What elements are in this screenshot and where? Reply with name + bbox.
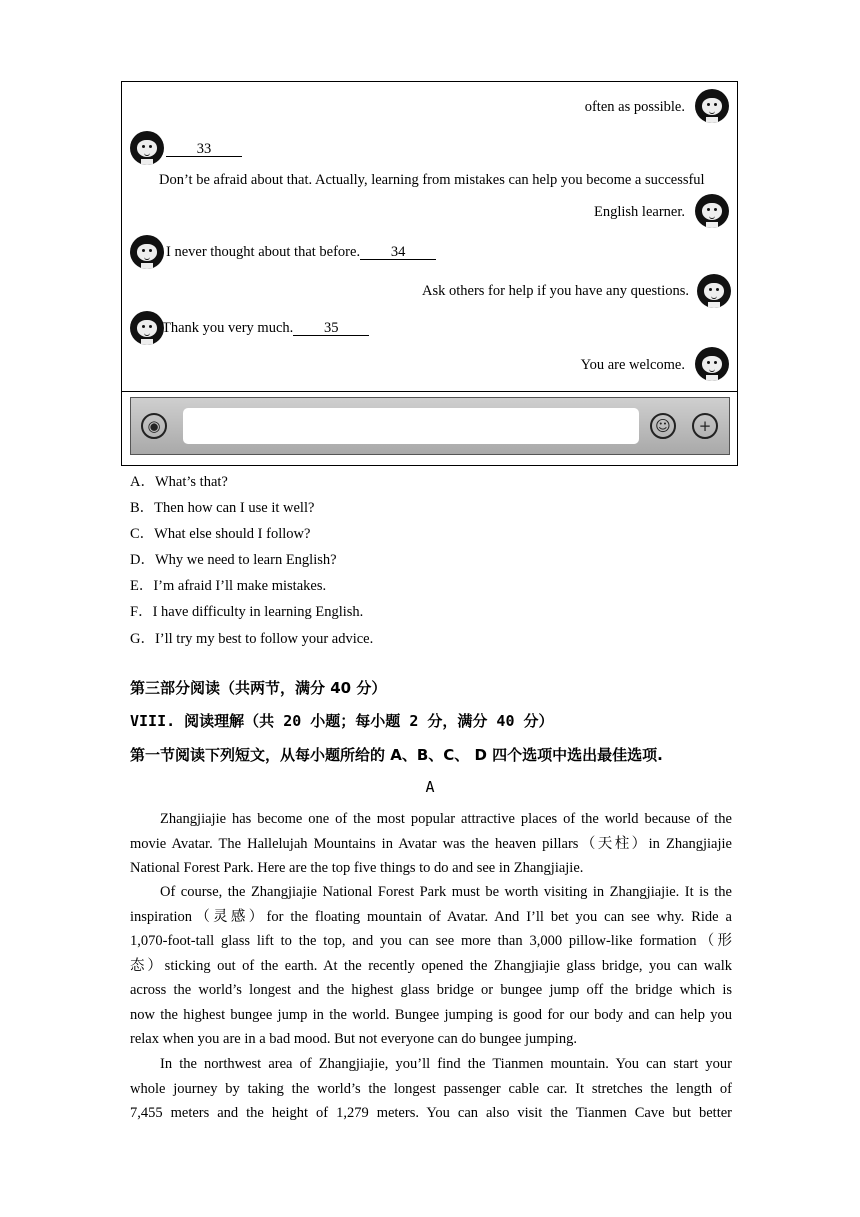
chat-message-right bbox=[422, 283, 689, 300]
chat-message-right bbox=[585, 99, 685, 116]
paragraph-line: Of course, the Zhangjiajie National Forest Park must be worth visiting in Zhangjiajie. It is the bbox=[160, 884, 732, 900]
option-g: G．I’ll try my best to follow your advice. bbox=[130, 631, 374, 647]
message-text: Ask others for help if you have any questions. bbox=[422, 283, 689, 299]
paragraph-line: 7,455 meters and the height of 1,279 meters. You can also visit the Tianmen Cave but better bbox=[130, 1105, 732, 1121]
option-d: D．Why we need to learn English? bbox=[130, 552, 337, 568]
paragraph-line: relax when you are in a bad mood. But not everyone can do bungee jumping. bbox=[130, 1031, 577, 1047]
section-instruction: 第一节阅读下列短文，从每小题所给的 A、B、C、 D 四个选项中选出最佳选项. bbox=[130, 746, 663, 764]
chat-message-right bbox=[159, 172, 705, 189]
avatar-icon bbox=[695, 89, 729, 123]
message-text: English learner. bbox=[593, 204, 685, 220]
paragraph-3 bbox=[130, 1052, 732, 1126]
avatar-icon bbox=[130, 235, 164, 269]
chat-window bbox=[121, 81, 738, 466]
avatar-icon bbox=[130, 311, 164, 345]
message-input[interactable] bbox=[183, 408, 639, 444]
paragraph-line: National Forest Park. Here are the top five things to do and see in Zhangjiajie. bbox=[130, 860, 584, 876]
divider bbox=[122, 391, 737, 392]
paragraph-1 bbox=[130, 807, 732, 881]
option-c: C．What else should I follow? bbox=[130, 526, 311, 542]
paragraph-line: 态）sticking out of the earth. At the recently opened the Zhangjiajie glass bridge, you can walk bbox=[130, 957, 732, 974]
message-text: Thank you very much. bbox=[162, 320, 294, 336]
answer-blank-34: 34 bbox=[360, 245, 436, 260]
paragraph-line: now the highest bungee jump in the world. Bungee jumping is good for our body and can help you bbox=[130, 1006, 732, 1023]
paragraph-2 bbox=[130, 880, 732, 1052]
option-f: F．I have difficulty in learning English. bbox=[130, 604, 364, 620]
paragraph-line: In the northwest area of Zhangjiajie, you’ll find the Tianmen mountain. You can start your bbox=[160, 1056, 732, 1072]
paragraph-line: whole journey by taking the world’s the longest passenger cable car. It stretches the length of bbox=[130, 1080, 732, 1097]
message-text: Don’t be afraid about that. Actually, learning from mistakes can help you become a successful bbox=[159, 172, 705, 188]
avatar-icon bbox=[130, 131, 164, 165]
avatar-icon bbox=[695, 347, 729, 381]
option-e: E．I’m afraid I’ll make mistakes. bbox=[130, 578, 327, 594]
message-text: You are welcome. bbox=[580, 357, 685, 373]
paragraph-line: inspiration（灵感）for the floating mountain of Avatar. And I’ll bet you can see why. Ride a bbox=[130, 908, 732, 925]
plus-icon[interactable]: + bbox=[692, 413, 718, 439]
chat-input-bar bbox=[130, 397, 730, 455]
paragraph-line: 1,070-foot-tall glass lift to the top, and you can see more than 3,000 pillow-like formation（形 bbox=[130, 933, 732, 949]
part-title: 第三部分阅读（共两节，满分 40 分） bbox=[130, 679, 387, 697]
answer-blank-35: 35 bbox=[293, 321, 369, 336]
avatar-icon bbox=[695, 194, 729, 228]
chat-message-left bbox=[166, 141, 242, 158]
option-a: A．What’s that? bbox=[130, 474, 228, 490]
paragraph-line: Zhangjiajie has become one of the most popular attractive places of the world because of the bbox=[160, 811, 732, 827]
message-text: I never thought about that before. bbox=[166, 244, 361, 260]
voice-icon[interactable]: ◉ bbox=[141, 413, 167, 439]
section-heading: VIII. 阅读理解（共 20 小题；每小题 2 分，满分 40 分） bbox=[130, 712, 554, 730]
chat-message-left bbox=[166, 244, 436, 261]
answer-blank-33: 33 bbox=[166, 142, 242, 157]
emoji-icon[interactable]: ☺ bbox=[650, 413, 676, 439]
avatar-icon bbox=[697, 274, 731, 308]
paragraph-line: across the world’s longest and the highest glass bridge or bungee jump off the bridge which is bbox=[130, 982, 732, 998]
message-text: often as possible. bbox=[584, 99, 685, 115]
chat-message-left bbox=[162, 320, 369, 337]
chat-message-right-continued bbox=[594, 204, 685, 221]
chat-message-right bbox=[581, 357, 685, 374]
paragraph-line: movie Avatar. The Hallelujah Mountains in Avatar was the heaven pillars（天柱）in Zhangjiajie bbox=[130, 835, 732, 852]
passage-label: A bbox=[425, 778, 435, 796]
option-b: B．Then how can I use it well? bbox=[130, 500, 315, 516]
